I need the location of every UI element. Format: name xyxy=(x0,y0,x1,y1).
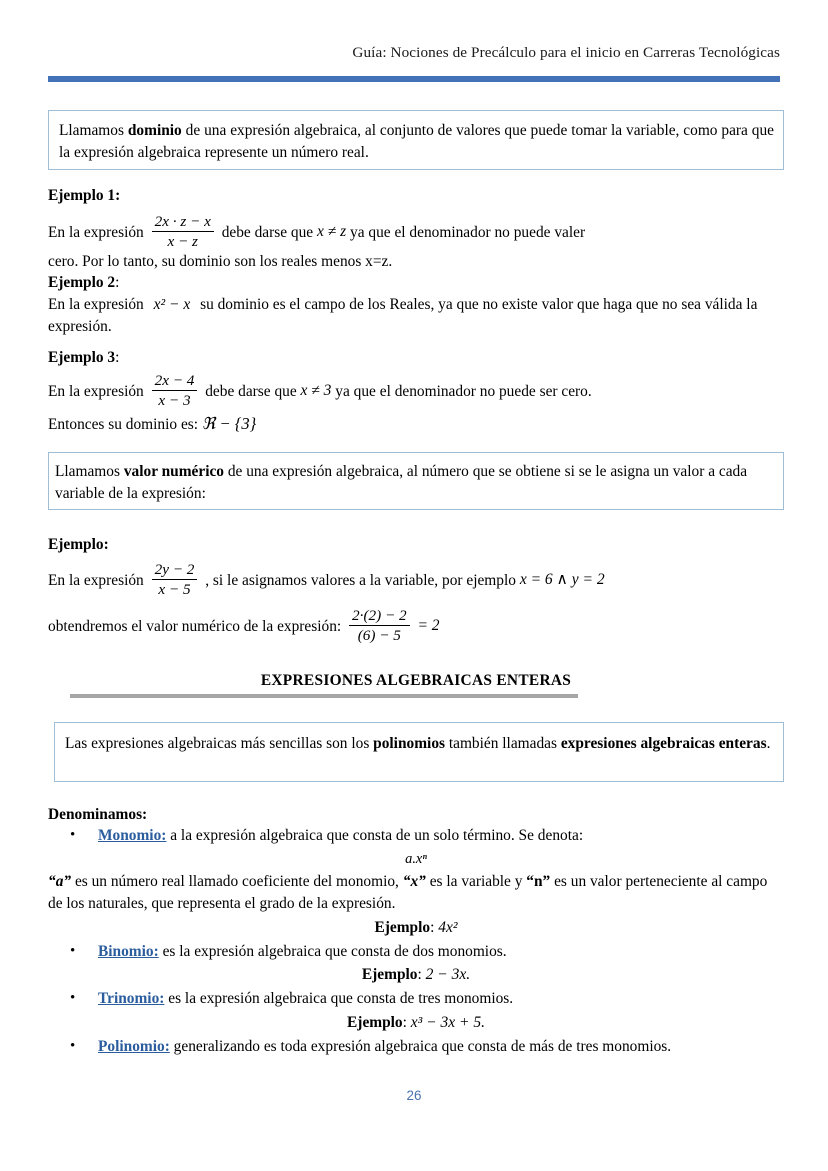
valor-numerico-text-part1: Llamamos xyxy=(55,463,124,480)
list-item-binomio xyxy=(48,941,784,963)
ejemplo-valor-line1 xyxy=(48,562,798,599)
ejemplo2-label-colon: : xyxy=(115,274,120,291)
ejemplo3-fraction xyxy=(152,372,198,409)
ejemplo3-condition: x ≠ 3 xyxy=(300,382,332,400)
link-trinomio[interactable]: Trinomio: xyxy=(98,990,165,1008)
valor-numerico-keyword: valor numérico xyxy=(123,463,224,480)
ejemplo2-body xyxy=(48,294,784,338)
page-header-title: Guía: Nociones de Precálculo para el inicio en Carreras Tecnológicas xyxy=(352,44,780,61)
ejemplo-valor-label: Ejemplo: xyxy=(48,536,109,553)
monomio-formula-line xyxy=(48,848,784,870)
ejemplo2-label-line xyxy=(48,272,119,294)
ejemplo-trinomio-label: Ejemplo xyxy=(347,1014,403,1032)
ejemplo-valor-result-fraction xyxy=(349,607,410,644)
ejemplo-valor-fraction-numerator: 2y − 2 xyxy=(154,561,195,578)
polinomios-keyword-2: expresiones algebraicas enteras xyxy=(560,735,767,752)
monomio-explain-6: es un valor perteneciente al campo de los naturales, que representa el grado de la expresión. xyxy=(48,872,768,912)
ejemplo1-line2: cero. Por lo tanto, su dominio son los reales menos x=z. xyxy=(48,253,393,270)
ejemplo1-label: Ejemplo 1: xyxy=(48,187,121,204)
list-item-trinomio xyxy=(48,988,784,1010)
ejemplo1-fraction xyxy=(152,213,214,250)
ejemplo-trinomio-line xyxy=(48,1012,784,1034)
dominio-definition-box xyxy=(48,110,784,170)
ejemplo-binomio-colon: : xyxy=(417,966,426,984)
denominamos-heading: Denominamos: xyxy=(48,806,148,823)
ejemplo-valor-text-before: En la expresión xyxy=(48,571,144,589)
ejemplo-valor-result-denominator: (6) − 5 xyxy=(349,625,410,644)
dominio-definition-text xyxy=(59,120,774,164)
monomio-formula: a.xⁿ xyxy=(405,850,427,867)
polinomios-definition-box xyxy=(54,722,784,782)
ejemplo3-line2 xyxy=(48,412,256,436)
ejemplo3-text-after: debe darse que xyxy=(205,382,297,400)
ejemplo-monomio-expression: 4x² xyxy=(438,918,458,936)
ejemplo-valor-assignment: x = 6 ∧ y = 2 xyxy=(519,571,605,589)
bullet-icon: • xyxy=(70,942,76,959)
polinomios-definition-text xyxy=(65,733,773,755)
trinomio-description: es la expresión algebraica que consta de tres monomios. xyxy=(164,990,514,1008)
bullet-icon: • xyxy=(70,827,76,843)
polinomios-text-part1: Las expresiones algebraicas más sencillas son los xyxy=(65,735,374,752)
monomio-description: a la expresión algebraica que consta de un solo término. Se denota: xyxy=(166,827,584,844)
ejemplo3-domain-notation: ℜ − {3} xyxy=(201,414,257,433)
list-item-monomio xyxy=(48,825,784,847)
page-number: 26 xyxy=(406,1088,422,1103)
valor-numerico-definition-text xyxy=(55,461,773,505)
ejemplo1-text-after: debe darse que xyxy=(221,223,314,241)
ejemplo1-condition: x ≠ z xyxy=(317,223,347,241)
bullet-icon: • xyxy=(70,1038,76,1055)
ejemplo-binomio-label: Ejemplo xyxy=(361,966,418,984)
bullet-icon: • xyxy=(70,990,76,1007)
ejemplo3-label-line xyxy=(48,347,119,369)
dominio-keyword: dominio xyxy=(127,122,182,139)
ejemplo-binomio-expression: 2 − 3x. xyxy=(425,966,471,984)
ejemplo3-text-before: En la expresión xyxy=(48,382,144,400)
ejemplo-valor-line2 xyxy=(48,608,798,645)
section-divider-rule xyxy=(70,694,578,698)
valor-numerico-text-part2: de una expresión algebraica, al número que se obtiene si se le asigna un valor a cada variable de la expresión: xyxy=(55,463,748,502)
link-monomio[interactable]: Monomio: xyxy=(98,827,167,844)
ejemplo1-line1 xyxy=(48,214,784,251)
ejemplo-valor-line2-before: obtendremos el valor numérico de la expresión: xyxy=(48,617,342,635)
ejemplo1-fraction-denominator: x − z xyxy=(152,231,214,250)
ejemplo3-fraction-denominator: x − 3 xyxy=(152,390,198,409)
polinomios-keyword-1: polinomios xyxy=(373,735,445,752)
ejemplo-binomio-line xyxy=(48,964,784,986)
ejemplo-monomio-colon: : xyxy=(430,918,439,936)
ejemplo3-label-colon: : xyxy=(115,349,120,366)
ejemplo-monomio-line xyxy=(48,917,784,939)
monomio-variable-symbol: “x” xyxy=(402,872,426,890)
monomio-explain-2: es un número real llamado coeficiente del monomio, xyxy=(71,872,403,890)
ejemplo2-text-before: En la expresión xyxy=(48,296,144,313)
ejemplo-valor-text-after: , si le asignamos valores a la variable, por ejemplo xyxy=(205,571,516,589)
ejemplo2-text-after: su dominio es el campo de los Reales, ya que no existe valor que haga que no sea válida la expresión. xyxy=(48,296,758,335)
polinomios-text-part3: . xyxy=(766,735,771,752)
ejemplo-valor-result-equals: = 2 xyxy=(417,617,440,635)
monomio-explanation xyxy=(48,871,784,915)
valor-numerico-definition-box xyxy=(48,452,784,510)
ejemplo-trinomio-colon: : xyxy=(402,1014,411,1032)
polinomio-description: generalizando es toda expresión algebraica que consta de más de tres monomios. xyxy=(169,1038,672,1056)
ejemplo3-line1 xyxy=(48,373,798,410)
ejemplo-valor-fraction xyxy=(152,561,198,598)
ejemplo2-label: Ejemplo 2 xyxy=(48,274,116,291)
ejemplo3-line2-before: Entonces su dominio es: xyxy=(48,416,199,433)
link-binomio[interactable]: Binomio: xyxy=(98,942,159,960)
ejemplo-valor-fraction-denominator: x − 5 xyxy=(152,579,198,598)
link-polinomio[interactable]: Polinomio: xyxy=(98,1038,170,1056)
dominio-text-part2: de una expresión algebraica, al conjunto de valores que puede tomar la variable, como para que la expresión algebraica represente un número real. xyxy=(59,122,774,161)
ejemplo3-fraction-numerator: 2x − 4 xyxy=(154,372,195,389)
ejemplo1-text-before: En la expresión xyxy=(48,223,144,241)
ejemplo3-label: Ejemplo 3 xyxy=(48,349,116,366)
ejemplo1-fraction-numerator: 2x · z − x xyxy=(154,213,211,230)
list-item-polinomio xyxy=(48,1036,784,1058)
ejemplo-monomio-label: Ejemplo xyxy=(374,918,431,936)
ejemplo2-expression: x² − x xyxy=(153,296,191,313)
polinomios-text-part2: también llamadas xyxy=(445,735,561,752)
ejemplo-valor-result-numerator: 2·(2) − 2 xyxy=(352,607,407,624)
ejemplo3-text-tail: ya que el denominador no puede ser cero. xyxy=(335,382,592,400)
dominio-text-part1: Llamamos xyxy=(59,122,128,139)
ejemplo-trinomio-expression: x³ − 3x + 5. xyxy=(410,1014,485,1032)
ejemplo1-text-tail: ya que el denominador no puede valer xyxy=(350,223,586,241)
monomio-exponent-symbol: “n” xyxy=(526,872,551,890)
denominamos-list xyxy=(48,825,784,1058)
binomio-description: es la expresión algebraica que consta de dos monomios. xyxy=(158,942,507,960)
monomio-coefficient-symbol: “a” xyxy=(48,872,72,890)
header-divider-rule xyxy=(48,76,780,82)
section-title-expresiones-algebraicas-enteras: EXPRESIONES ALGEBRAICAS ENTERAS xyxy=(260,672,572,689)
monomio-explain-4: es la variable y xyxy=(425,872,527,890)
